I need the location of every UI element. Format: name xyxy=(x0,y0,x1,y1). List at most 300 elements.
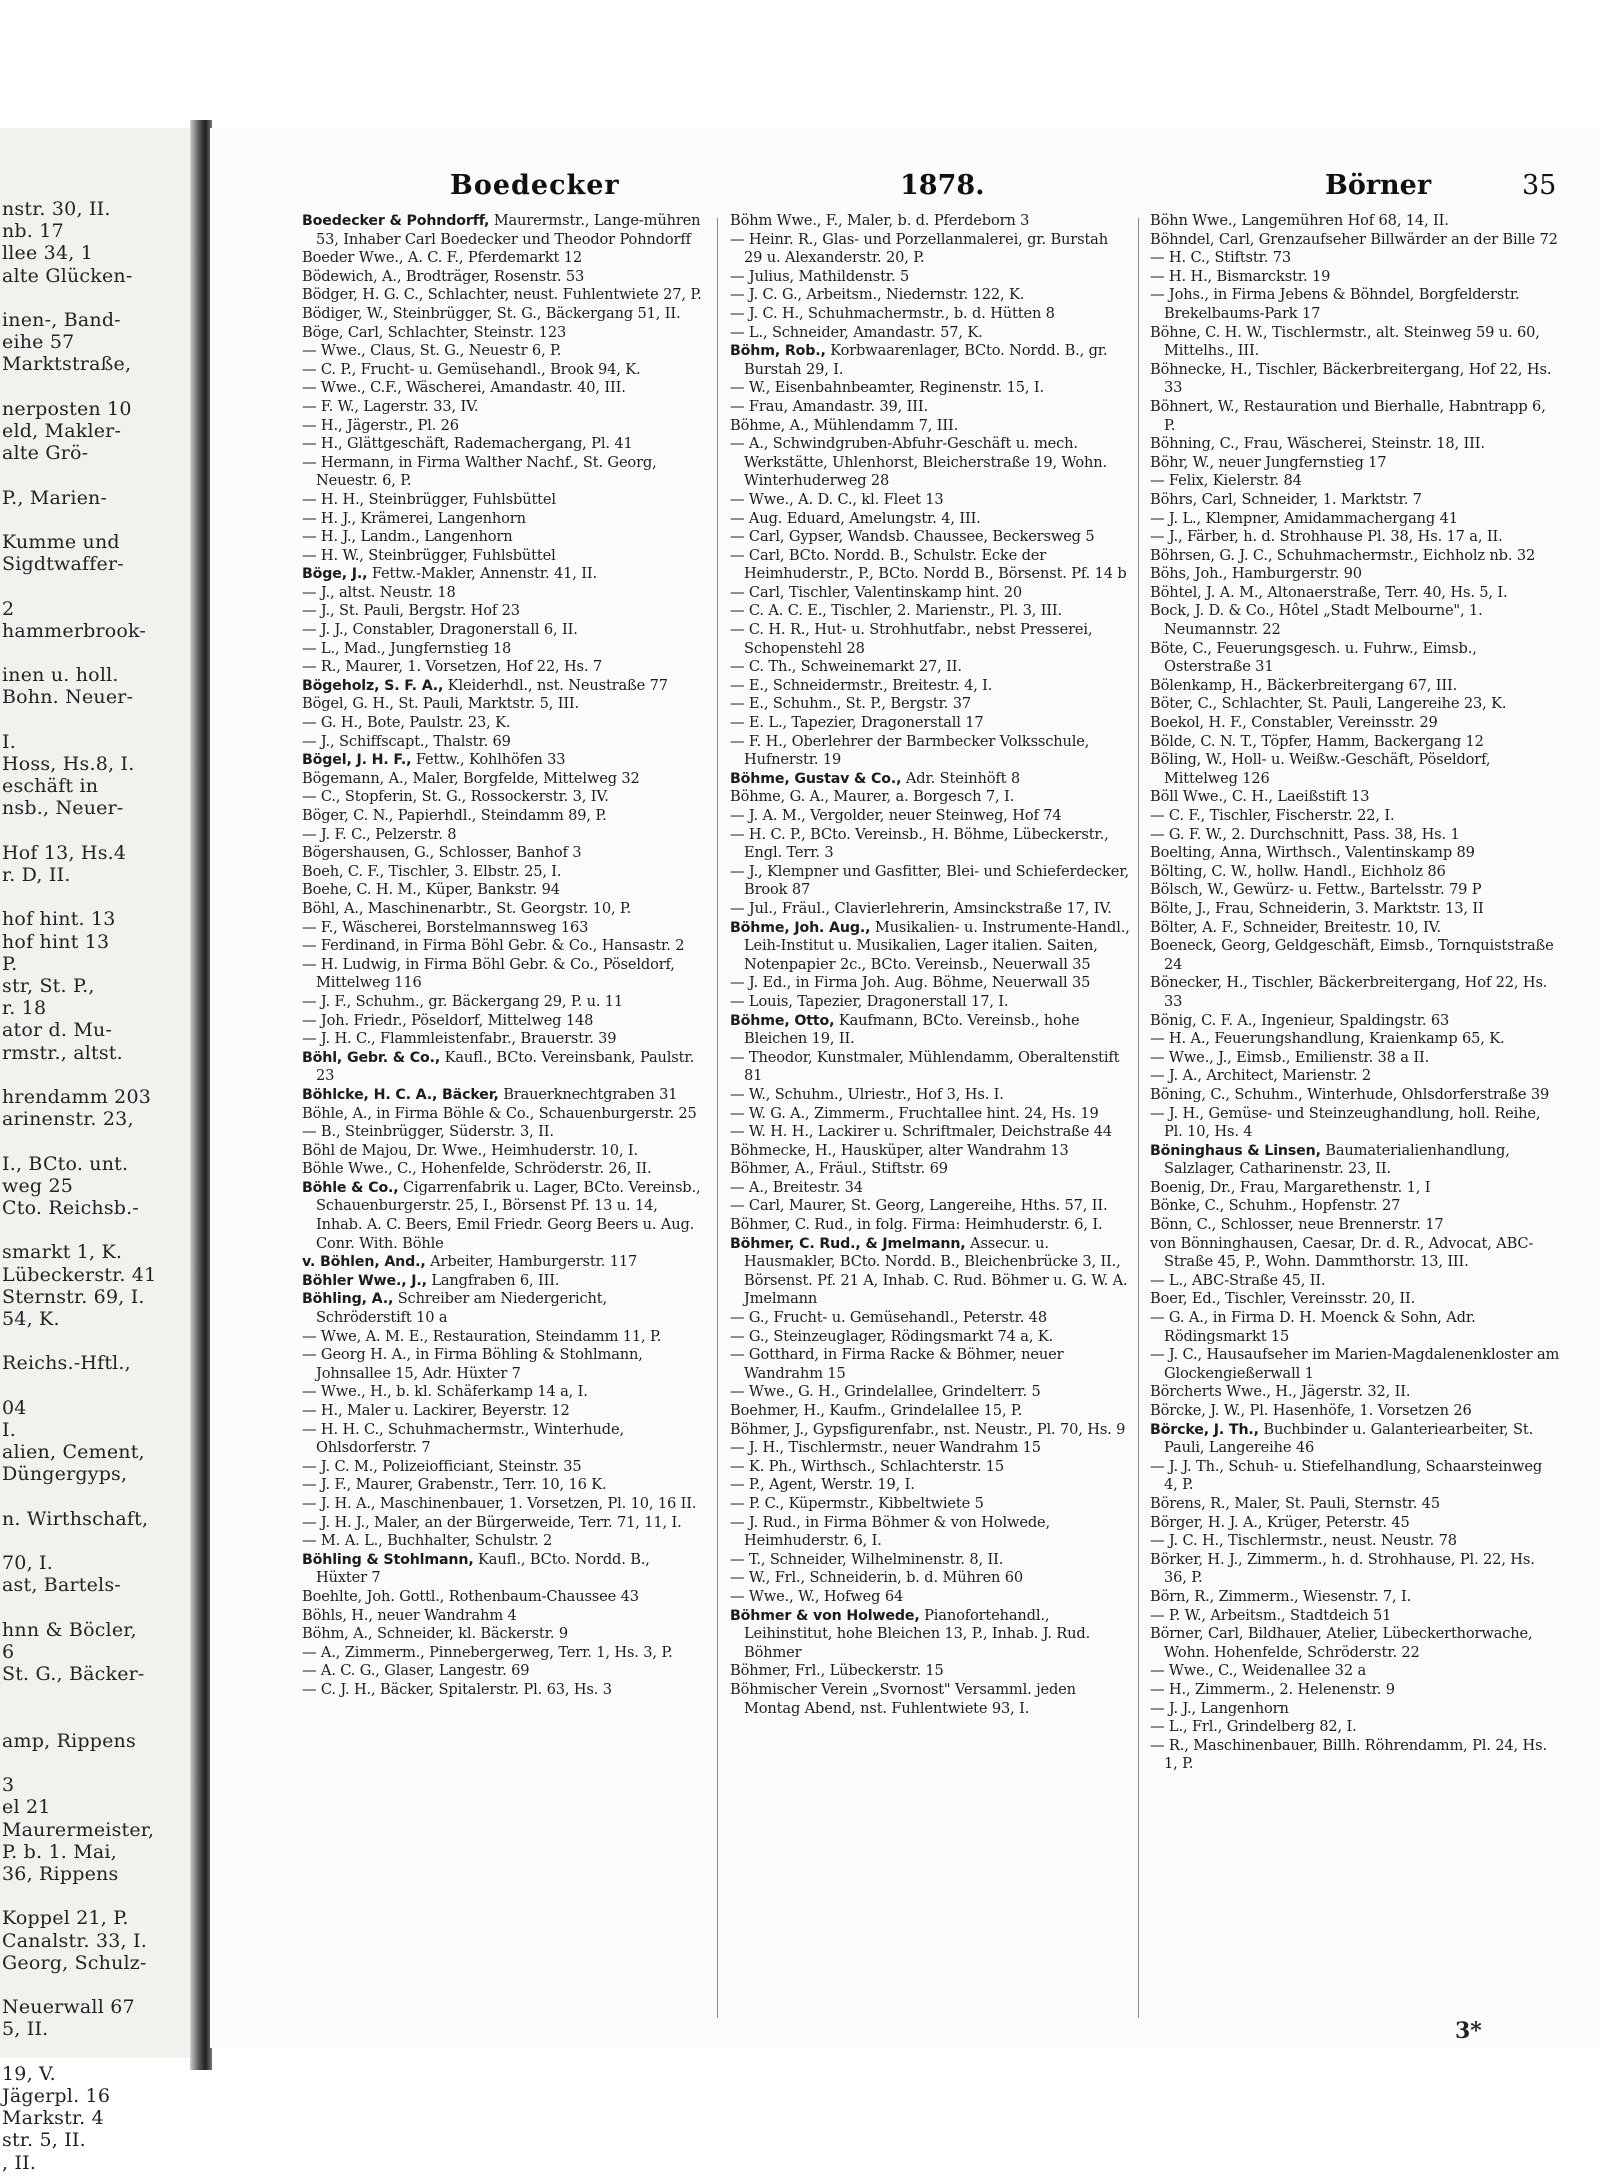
directory-entry xyxy=(302,1123,704,1142)
entry-text: Bölter, A. F., Schneider, Breitestr. 10, IV. xyxy=(1150,918,1441,936)
left-page-line: Cto. Reichsb.- xyxy=(2,1197,140,1219)
directory-entry xyxy=(730,919,1130,975)
directory-entry xyxy=(302,1625,704,1644)
left-page-line: r. D, II. xyxy=(2,864,71,886)
entry-name-bold: Böge, J., xyxy=(302,566,368,583)
directory-entry xyxy=(302,1049,704,1086)
directory-entry xyxy=(730,1328,1130,1347)
directory-entry xyxy=(730,398,1130,417)
entry-text: — Aug. Eduard, Amelungstr. 4, III. xyxy=(730,509,981,527)
entry-name-bold: Böhl, Gebr. & Co., xyxy=(302,1049,441,1066)
entry-text: Boeder Wwe., A. C. F., Pferdemarkt 12 xyxy=(302,249,582,267)
directory-entry xyxy=(730,993,1130,1012)
entry-text: — H. Ludwig, in Firma Böhl Gebr. & Co., Pöseldorf, Mittelweg 116 xyxy=(302,955,675,992)
directory-entry xyxy=(730,212,1130,231)
left-page-line: weg 25 xyxy=(2,1174,74,1197)
directory-entry xyxy=(1150,1737,1560,1774)
directory-entry xyxy=(1150,1607,1560,1626)
directory-entry xyxy=(730,733,1130,770)
entry-text: — J. A. M., Vergolder, neuer Steinweg, Hof 74 xyxy=(730,807,1062,824)
entry-text: Fettw., Kohlhöfen 33 xyxy=(411,751,566,769)
entry-text: — P., Agent, Werstr. 19, I. xyxy=(730,1476,915,1494)
entry-text: — W., Frl., Schneiderin, b. d. Mühren 60 xyxy=(730,1569,1024,1587)
entry-text: Bögershausen, G., Schlosser, Banhof 3 xyxy=(302,844,582,862)
entry-text: — R., Maschinenbauer, Billh. Röhrendamm, Pl. 24, Hs. 1, P. xyxy=(1150,1736,1547,1773)
entry-text: — J. F. C., Pelzerstr. 8 xyxy=(302,825,457,843)
entry-text: Böhrsen, G. J. C., Schuhmachermstr., Eichholz nb. 32 xyxy=(1150,546,1536,564)
entry-name-bold: v. Böhlen, And., xyxy=(302,1254,426,1271)
left-page-line: nerposten 10 xyxy=(2,397,132,420)
directory-entry xyxy=(302,1012,704,1031)
directory-entry xyxy=(1150,249,1560,268)
directory-entry xyxy=(1150,1272,1560,1291)
left-page-line: Bohn. Neuer- xyxy=(2,686,134,709)
entry-name-bold: Böhme, Otto, xyxy=(730,1012,835,1029)
entry-text: — H., Glättgeschäft, Rademachergang, Pl. 41 xyxy=(302,435,633,453)
entry-text: — Carl, Maurer, St. Georg, Langereihe, Hths. 57, II. xyxy=(730,1197,1108,1215)
left-page-line: hnn & Böcler, xyxy=(2,1618,137,1641)
page-number: 35 xyxy=(1522,170,1557,201)
directory-entry xyxy=(730,1160,1130,1179)
left-page-line: hof hint. 13 xyxy=(2,908,116,931)
directory-entry xyxy=(1150,212,1560,231)
directory-entry xyxy=(302,1458,704,1477)
directory-entry xyxy=(730,231,1130,268)
entry-text: — C. A. C. E., Tischler, 2. Marienstr., Pl. 3, III. xyxy=(730,602,1063,620)
directory-entry xyxy=(1150,826,1560,845)
directory-entry xyxy=(730,584,1130,603)
directory-entry xyxy=(302,807,704,826)
directory-entry xyxy=(1150,286,1560,323)
entry-text: — W. G. A., Zimmerm., Fruchtallee hint. 24, Hs. 19 xyxy=(730,1104,1099,1122)
directory-entry xyxy=(730,863,1130,900)
directory-entry xyxy=(730,1439,1130,1458)
entry-text: von Bönninghausen, Caesar, Dr. d. R., Advocat, ABC-Straße 45, P., Wohn. Dammthorstr. 13, III. xyxy=(1150,1234,1534,1271)
directory-entry xyxy=(302,268,704,287)
entry-text: Böge, Carl, Schlachter, Steinstr. 123 xyxy=(302,323,567,341)
entry-text: — W., Eisenbahnbeamter, Reginenstr. 15, I. xyxy=(730,379,1044,397)
entry-text: Kaufmann, BCto. Vereinsb., hohe Bleichen 19, II. xyxy=(744,1011,1080,1048)
entry-text: — J. Ed., in Firma Joh. Aug. Böhme, Neuerwall 35 xyxy=(730,974,1091,992)
directory-entry xyxy=(1150,900,1560,919)
directory-entry xyxy=(730,1569,1130,1588)
directory-entry xyxy=(302,1160,704,1179)
entry-text: — T., Schneider, Wilhelminenstr. 8, II. xyxy=(730,1550,1004,1568)
directory-entry xyxy=(730,788,1130,807)
entry-text: — L., ABC-Straße 45, II. xyxy=(1150,1271,1326,1289)
entry-text: Böhrs, Carl, Schneider, 1. Marktstr. 7 xyxy=(1150,490,1422,508)
directory-entry xyxy=(1150,677,1560,696)
left-page-line: Hoss, Hs.8, I. xyxy=(2,753,135,775)
directory-entry xyxy=(1150,1346,1560,1383)
entry-text: — A., Zimmerm., Pinnebergerweg, Terr. 1, Hs. 3, P. xyxy=(302,1643,673,1661)
entry-text: Böte, C., Feuerungsgesch. u. Fuhrw., Eimsb., Osterstraße 31 xyxy=(1150,639,1477,676)
entry-text: — J., Klempner und Gasfitter, Blei- und Schieferdecker, Brook 87 xyxy=(730,862,1129,899)
directory-entry xyxy=(302,361,704,380)
entry-text: Cigarrenfabrik u. Lager, BCto. Vereinsb., Schauenburgerstr. 25, I., Börsenst Pf. 13 u. 14, Inhab. A. C. Beers, Emil Friedr. Georg Beers u. Aug. Conr. With. Böhle xyxy=(316,1178,701,1252)
directory-entry xyxy=(302,1402,704,1421)
entry-text: — J. J., Langenhorn xyxy=(1150,1699,1289,1717)
directory-entry xyxy=(730,1607,1130,1663)
directory-entry xyxy=(302,491,704,510)
left-page-line: 6 xyxy=(2,1641,15,1663)
entry-text: — C. F., Tischler, Fischerstr. 22, I. xyxy=(1150,807,1395,824)
entry-text: Böhle, A., in Firma Böhle & Co., Schauenburgerstr. 25 xyxy=(302,1104,697,1122)
entry-text: — G. H., Bote, Paulstr. 23, K. xyxy=(302,714,511,732)
entry-text: — H. W., Steinbrügger, Fuhlsbüttel xyxy=(302,546,556,564)
entry-text: — J. C. G., Arbeitsm., Niedernstr. 122, K. xyxy=(730,286,1025,304)
entry-text: — J. C. H., Tischlermstr., neust. Neustr. 78 xyxy=(1150,1532,1457,1550)
entry-text: Böhm, A., Schneider, kl. Bäckerstr. 9 xyxy=(302,1625,568,1643)
directory-entry xyxy=(1150,695,1560,714)
entry-text: Bölsch, W., Gewürz- u. Fettw., Bartelsstr. 79 P xyxy=(1150,881,1482,899)
entry-text: — A., Breitestr. 34 xyxy=(730,1178,863,1196)
directory-column-3 xyxy=(1150,212,1560,2022)
directory-entry xyxy=(1150,1290,1560,1309)
entry-text: — F. H., Oberlehrer der Barmbecker Volksschule, Hufnerstr. 19 xyxy=(730,732,1090,769)
left-page-line: nstr. 30, II. xyxy=(2,198,111,220)
directory-entry xyxy=(1150,1309,1560,1346)
entry-text: Börger, H. J. A., Krüger, Peterstr. 45 xyxy=(1150,1513,1410,1531)
directory-entry xyxy=(302,1551,704,1588)
left-page-fragment xyxy=(0,128,198,2174)
directory-entry xyxy=(730,528,1130,547)
directory-entry xyxy=(302,621,704,640)
entry-text: — W., Schuhm., Ulriestr., Hof 3, Hs. I. xyxy=(730,1085,1004,1103)
entry-text: — Wwe., Claus, St. G., Neuestr 6, P. xyxy=(302,342,562,360)
directory-entry xyxy=(1150,491,1560,510)
directory-entry xyxy=(1150,640,1560,677)
directory-entry xyxy=(1150,937,1560,974)
entry-text: Böhl de Majou, Dr. Wwe., Heimhuderstr. 10, I. xyxy=(302,1141,638,1159)
entry-text: — Julius, Mathildenstr. 5 xyxy=(730,267,910,285)
directory-entry xyxy=(302,733,704,752)
directory-entry xyxy=(1150,472,1560,491)
left-page-line: eschäft in xyxy=(2,775,99,798)
directory-entry xyxy=(730,1402,1130,1421)
directory-entry xyxy=(730,1476,1130,1495)
entry-text: — A., Schwindgruben-Abfuhr-Geschäft u. mech. Werkstätte, Uhlenhorst, Bleicherstraße 19, Wohn. Winterhuderweg 28 xyxy=(730,435,1107,490)
entry-text: — G. A., in Firma D. H. Moenck & Sohn, Adr. Rödingsmarkt 15 xyxy=(1150,1309,1476,1345)
directory-entry xyxy=(1150,807,1560,826)
left-page-line: str. 5, II. xyxy=(2,2129,86,2152)
entry-text: Böhl, A., Maschinenarbtr., St. Georgstr. 10, P. xyxy=(302,899,632,917)
directory-entry xyxy=(730,1142,1130,1161)
directory-entry xyxy=(730,621,1130,658)
directory-entry xyxy=(1150,1718,1560,1737)
entry-text: — H. C. P., BCto. Vereinsb., H. Böhme, Lübeckerstr., Engl. Terr. 3 xyxy=(730,825,1109,862)
directory-entry xyxy=(1150,1551,1560,1588)
directory-entry xyxy=(302,454,704,491)
entry-text: — Hermann, in Firma Walther Nachf., St. Georg, Neuestr. 6, P. xyxy=(302,453,657,490)
directory-column-1 xyxy=(302,212,704,2022)
directory-entry xyxy=(730,342,1130,379)
left-page-line: Jägerpl. 16 xyxy=(2,2085,111,2107)
directory-entry xyxy=(730,714,1130,733)
directory-entry xyxy=(730,547,1130,584)
entry-text: — Heinr. R., Glas- und Porzellanmalerei, gr. Burstah 29 u. Alexanderstr. 20, P. xyxy=(730,230,1108,267)
directory-entry xyxy=(730,658,1130,677)
directory-entry xyxy=(302,1328,704,1347)
directory-entry xyxy=(1150,844,1560,863)
entry-text: Bögel, G. H., St. Pauli, Marktstr. 5, III. xyxy=(302,695,580,713)
entry-text: Bölde, C. N. T., Töpfer, Hamm, Backergang 12 xyxy=(1150,732,1484,750)
left-page-line: inen-, Band- xyxy=(2,309,121,331)
entry-name-bold: Böhler Wwe., J., xyxy=(302,1272,427,1289)
directory-entry xyxy=(302,212,704,249)
directory-entry xyxy=(302,565,704,584)
entry-text: Böhn Wwe., Langemühren Hof 68, 14, II. xyxy=(1150,212,1449,229)
left-page-line: Marktstraße, xyxy=(2,353,132,376)
entry-name-bold: Böhle & Co., xyxy=(302,1179,399,1196)
directory-entry xyxy=(730,510,1130,529)
directory-entry xyxy=(730,491,1130,510)
entry-text: — H. H. C., Schuhmachermstr., Winterhude, Ohlsdorferstr. 7 xyxy=(302,1420,624,1457)
entry-text: Börner, Carl, Bildhauer, Atelier, Lübeckerthorwache, Wohn. Hohenfelde, Schröderstr. 22 xyxy=(1150,1625,1533,1661)
directory-entry xyxy=(1150,231,1560,250)
directory-entry xyxy=(302,342,704,361)
directory-entry xyxy=(302,844,704,863)
left-page-line: P., Marien- xyxy=(2,486,108,509)
entry-text: — J. H., Gemüse- und Steinzeughandlung, holl. Reihe, Pl. 10, Hs. 4 xyxy=(1150,1104,1541,1141)
directory-entry xyxy=(730,770,1130,789)
entry-text: — J. J., Constabler, Dragonerstall 6, II. xyxy=(302,621,578,639)
entry-text: Bönig, C. F. A., Ingenieur, Spaldingstr. 63 xyxy=(1150,1011,1450,1029)
entry-name-bold: Böhling, A., xyxy=(302,1291,394,1308)
left-page-line: 3 xyxy=(2,1774,15,1797)
entry-text: Boelting, Anna, Wirthsch., Valentinskamp 89 xyxy=(1150,844,1475,862)
left-page-line: I. xyxy=(2,730,16,753)
directory-entry xyxy=(302,1290,704,1327)
directory-entry xyxy=(1150,1142,1560,1179)
entry-name-bold: Bögeholz, S. F. A., xyxy=(302,677,444,694)
left-page-line: inen u. holl. xyxy=(2,664,119,687)
entry-text: Bölting, C. W., hollw. Handl., Eichholz 86 xyxy=(1150,862,1446,880)
left-page-line: P. xyxy=(2,952,18,975)
directory-entry xyxy=(302,1030,704,1049)
left-page-line: str, St. P., xyxy=(2,975,95,997)
entry-text: Bönecker, H., Tischler, Bäckerbreitergang, Hof 22, Hs. 33 xyxy=(1150,974,1548,1010)
directory-entry xyxy=(1150,361,1560,398)
entry-text: — J. A., Architect, Marienstr. 2 xyxy=(1150,1067,1372,1085)
left-page-line: 36, Rippens xyxy=(2,1863,119,1885)
entry-text: Böling, W., Holl- u. Weißw.-Geschäft, Pöseldorf, Mittelweg 126 xyxy=(1150,751,1491,787)
entry-text: — G., Frucht- u. Gemüsehandl., Peterstr. 48 xyxy=(730,1309,1047,1327)
entry-text: — Theodor, Kunstmaler, Mühlendamm, Oberaltenstift 81 xyxy=(730,1048,1120,1085)
directory-entry xyxy=(1150,1030,1560,1049)
directory-entry xyxy=(302,398,704,417)
directory-entry xyxy=(1150,1049,1560,1068)
left-page-line: , II. xyxy=(2,2151,37,2174)
entry-text: Böhmer, C. Rud., in folg. Firma: Heimhuderstr. 6, I. xyxy=(730,1216,1103,1234)
directory-entry xyxy=(730,695,1130,714)
left-page-line: Canalstr. 33, I. xyxy=(2,1929,147,1952)
left-page-line: Lübeckerstr. 41 xyxy=(2,1263,157,1286)
entry-name-bold: Böhme, Gustav & Co., xyxy=(730,770,902,787)
directory-entry xyxy=(302,751,704,770)
entry-text: — J., St. Pauli, Bergstr. Hof 23 xyxy=(302,602,520,620)
entry-text: — J., Färber, h. d. Strohhause Pl. 38, Hs. 17 a, II. xyxy=(1150,528,1503,546)
entry-name-bold: Boedecker & Pohndorff, xyxy=(302,213,490,229)
entry-text: Bölenkamp, H., Bäckerbreitergang 67, III. xyxy=(1150,676,1458,694)
directory-entry xyxy=(1150,1532,1560,1551)
entry-text: Buchbinder u. Galanteriearbeiter, St. Pauli, Langereihe 46 xyxy=(1164,1420,1534,1457)
directory-entry xyxy=(730,900,1130,919)
entry-text: — Johs., in Firma Jebens & Böhndel, Borgfelderstr. Brekelbaums-Park 17 xyxy=(1150,286,1520,322)
entry-text: — H. H., Bismarckstr. 19 xyxy=(1150,267,1331,285)
entry-text: Bödewich, A., Brodträger, Rosenstr. 53 xyxy=(302,267,585,285)
entry-text: — C. P., Frucht- u. Gemüsehandl., Brook 94, K. xyxy=(302,360,641,378)
directory-entry xyxy=(1150,1179,1560,1198)
entry-text: — M. A. L., Buchhalter, Schulstr. 2 xyxy=(302,1532,553,1550)
entry-text: — H., Zimmerm., 2. Helenenstr. 9 xyxy=(1150,1680,1395,1698)
directory-entry xyxy=(1150,528,1560,547)
entry-text: Böhmer, Frl., Lübeckerstr. 15 xyxy=(730,1662,944,1680)
entry-text: Böhme, G. A., Maurer, a. Borgesch 7, I. xyxy=(730,788,1015,806)
entry-text: — Wwe., W., Hofweg 64 xyxy=(730,1587,904,1605)
entry-text: Baumaterialienhandlung, Salzlager, Catharinenstr. 23, II. xyxy=(1164,1141,1510,1178)
entry-text: Boeneck, Georg, Geldgeschäft, Eimsb., Tornquiststraße 24 xyxy=(1150,937,1554,973)
entry-text: Böhnecke, H., Tischler, Bäckerbreitergang, Hof 22, Hs. 33 xyxy=(1150,360,1552,397)
left-page-line: n. Wirthschaft, xyxy=(2,1507,149,1530)
directory-entry xyxy=(730,268,1130,287)
directory-entry xyxy=(1150,974,1560,1011)
entry-text: — Jul., Fräul., Clavierlehrerin, Amsinckstraße 17, IV. xyxy=(730,899,1112,917)
entry-text: — Louis, Tapezier, Dragonerstall 17, I. xyxy=(730,992,1009,1010)
entry-name-bold: Böhme, Joh. Aug., xyxy=(730,919,871,936)
left-page-line: 04 xyxy=(2,1396,27,1419)
entry-text: Böhle Wwe., C., Hohenfelde, Schröderstr. 26, II. xyxy=(302,1160,652,1178)
directory-entry xyxy=(302,584,704,603)
entry-text: — Wwe., C.F., Wäscherei, Amandastr. 40, III. xyxy=(302,379,626,397)
directory-entry xyxy=(1150,435,1560,454)
directory-entry xyxy=(1150,565,1560,584)
directory-entry xyxy=(730,1346,1130,1383)
entry-text: — J. J. Th., Schuh- u. Stiefelhandlung, Schaarsteinweg 4, P. xyxy=(1150,1457,1543,1494)
entry-text: — B., Steinbrügger, Süderstr. 3, II. xyxy=(302,1123,554,1141)
directory-entry xyxy=(302,640,704,659)
directory-entry xyxy=(302,658,704,677)
entry-text: — Carl, Gypser, Wandsb. Chaussee, Beckersweg 5 xyxy=(730,528,1095,546)
directory-entry xyxy=(1150,1421,1560,1458)
entry-text: — H. H., Steinbrügger, Fuhlsbüttel xyxy=(302,490,556,508)
entry-text: Böhnert, W., Restauration und Bierhalle, Habntrapp 6, P. xyxy=(1150,397,1546,434)
left-page-line: r. 18 xyxy=(2,997,47,1020)
entry-text: Böhndel, Carl, Grenzaufseher Billwärder an der Bille 72 xyxy=(1150,230,1558,248)
directory-entry xyxy=(730,1383,1130,1402)
entry-text: — J. H. J., Maler, an der Bürgerweide, Terr. 71, 11, I. xyxy=(302,1513,682,1531)
directory-entry xyxy=(302,547,704,566)
directory-entry xyxy=(1150,1197,1560,1216)
directory-entry xyxy=(730,1681,1130,1718)
directory-entry xyxy=(730,1588,1130,1607)
entry-text: Boenig, Dr., Frau, Margarethenstr. 1, I xyxy=(1150,1178,1431,1196)
directory-entry xyxy=(1150,788,1560,807)
printer-signature-mark: 3* xyxy=(1455,2018,1482,2044)
entry-text: Böhne, C. H. W., Tischlermstr., alt. Steinweg 59 u. 60, Mittelhs., III. xyxy=(1150,323,1540,360)
book-gutter xyxy=(190,120,212,2070)
entry-name-bold: Börcke, J. Th., xyxy=(1150,1421,1259,1438)
entry-text: — W. H. H., Lackirer u. Schriftmaler, Deichstraße 44 xyxy=(730,1123,1112,1141)
directory-entry xyxy=(730,1495,1130,1514)
directory-entry xyxy=(730,1458,1130,1477)
directory-entry xyxy=(730,1086,1130,1105)
directory-entry xyxy=(730,286,1130,305)
left-page-line: hof hint 13 xyxy=(2,930,110,953)
entry-text: — Wwe., H., b. kl. Schäferkamp 14 a, I. xyxy=(302,1383,588,1401)
directory-entry xyxy=(730,1012,1130,1049)
entry-text: Börens, R., Maler, St. Pauli, Sternstr. 45 xyxy=(1150,1494,1440,1512)
directory-entry xyxy=(1150,584,1560,603)
left-page-line: St. G., Bäcker- xyxy=(2,1663,145,1686)
entry-name-bold: Böhling & Stohlmann, xyxy=(302,1551,474,1568)
directory-entry xyxy=(1150,602,1560,639)
directory-entry xyxy=(1150,733,1560,752)
left-page-line: smarkt 1, K. xyxy=(2,1241,123,1264)
entry-text: Boehlte, Joh. Gottl., Rothenbaum-Chaussee 43 xyxy=(302,1587,639,1605)
directory-entry xyxy=(302,956,704,993)
left-page-line: 5, II. xyxy=(2,2018,49,2041)
entry-text: — Georg H. A., in Firma Böhling & Stohlmann, Johnsallee 15, Adr. Hüxter 7 xyxy=(302,1346,643,1382)
entry-text: — L., Schneider, Amandastr. 57, K. xyxy=(730,323,983,341)
directory-entry xyxy=(1150,1625,1560,1662)
left-page-line: arinenstr. 23, xyxy=(2,1108,134,1131)
directory-entry xyxy=(730,1309,1130,1328)
directory-entry xyxy=(302,1421,704,1458)
entry-text: Kaufl., BCto. Nordd. B., Hüxter 7 xyxy=(316,1550,650,1587)
directory-entry xyxy=(730,305,1130,324)
entry-text: Arbeiter, Hamburgerstr. 117 xyxy=(425,1253,638,1271)
directory-entry xyxy=(730,435,1130,491)
directory-entry xyxy=(302,1105,704,1124)
directory-entry xyxy=(730,1551,1130,1570)
directory-entry xyxy=(730,324,1130,343)
entry-text: — J. H. C., Flammleistenfabr., Brauerstr. 39 xyxy=(302,1030,617,1048)
entry-text: — J. F., Schuhm., gr. Bäckergang 29, P. u. 11 xyxy=(302,992,624,1010)
entry-text: Böning, C., Schuhm., Winterhude, Ohlsdorferstraße 39 xyxy=(1150,1085,1550,1103)
entry-text: Bögemann, A., Maler, Borgfelde, Mittelweg 32 xyxy=(302,769,640,787)
left-page-line: P. b. 1. Mai, xyxy=(2,1840,117,1863)
directory-entry xyxy=(302,695,704,714)
entry-name-bold: Böninghaus & Linsen, xyxy=(1150,1142,1321,1159)
directory-entry xyxy=(302,510,704,529)
directory-entry xyxy=(302,826,704,845)
directory-entry xyxy=(1150,919,1560,938)
entry-text: — J. C. M., Polizeiofficiant, Steinstr. 35 xyxy=(302,1457,582,1475)
entry-text: Böhmer, J., Gypsfigurenfabr., nst. Neustr., Pl. 70, Hs. 9 xyxy=(730,1420,1126,1438)
entry-text: — J. Rud., in Firma Böhmer & von Holwede, Heimhuderstr. 6, I. xyxy=(730,1513,1051,1550)
entry-text: — C., Stopferin, St. G., Rossockerstr. 3, IV. xyxy=(302,788,609,806)
entry-text: Bönn, C., Schlosser, neue Brennerstr. 17 xyxy=(1150,1216,1444,1234)
directory-entry xyxy=(302,1644,704,1663)
entry-text: Börcke, J. W., Pl. Hasenhöfe, 1. Vorsetzen 26 xyxy=(1150,1402,1472,1419)
directory-entry xyxy=(1150,1588,1560,1607)
left-page-line: Kumme und xyxy=(2,531,120,553)
directory-entry xyxy=(1150,510,1560,529)
directory-entry xyxy=(302,249,704,268)
entry-name-bold: Böhmer & von Holwede, xyxy=(730,1607,920,1624)
entry-text: — Wwe, A. M. E., Restauration, Steindamm 11, P. xyxy=(302,1327,662,1345)
directory-entry xyxy=(302,1179,704,1253)
entry-text: Boehmer, H., Kaufm., Grindelallee 15, P. xyxy=(730,1402,1023,1419)
left-page-line: alte Grö- xyxy=(2,442,89,465)
left-page-line: Markstr. 4 xyxy=(2,2107,104,2130)
entry-text: Böhning, C., Frau, Wäscherei, Steinstr. 18, III. xyxy=(1150,435,1485,453)
directory-entry xyxy=(302,937,704,956)
entry-text: Böhs, Joh., Hamburgerstr. 90 xyxy=(1150,565,1362,583)
directory-entry xyxy=(730,974,1130,993)
left-page-line: Sigdtwaffer- xyxy=(2,553,124,576)
